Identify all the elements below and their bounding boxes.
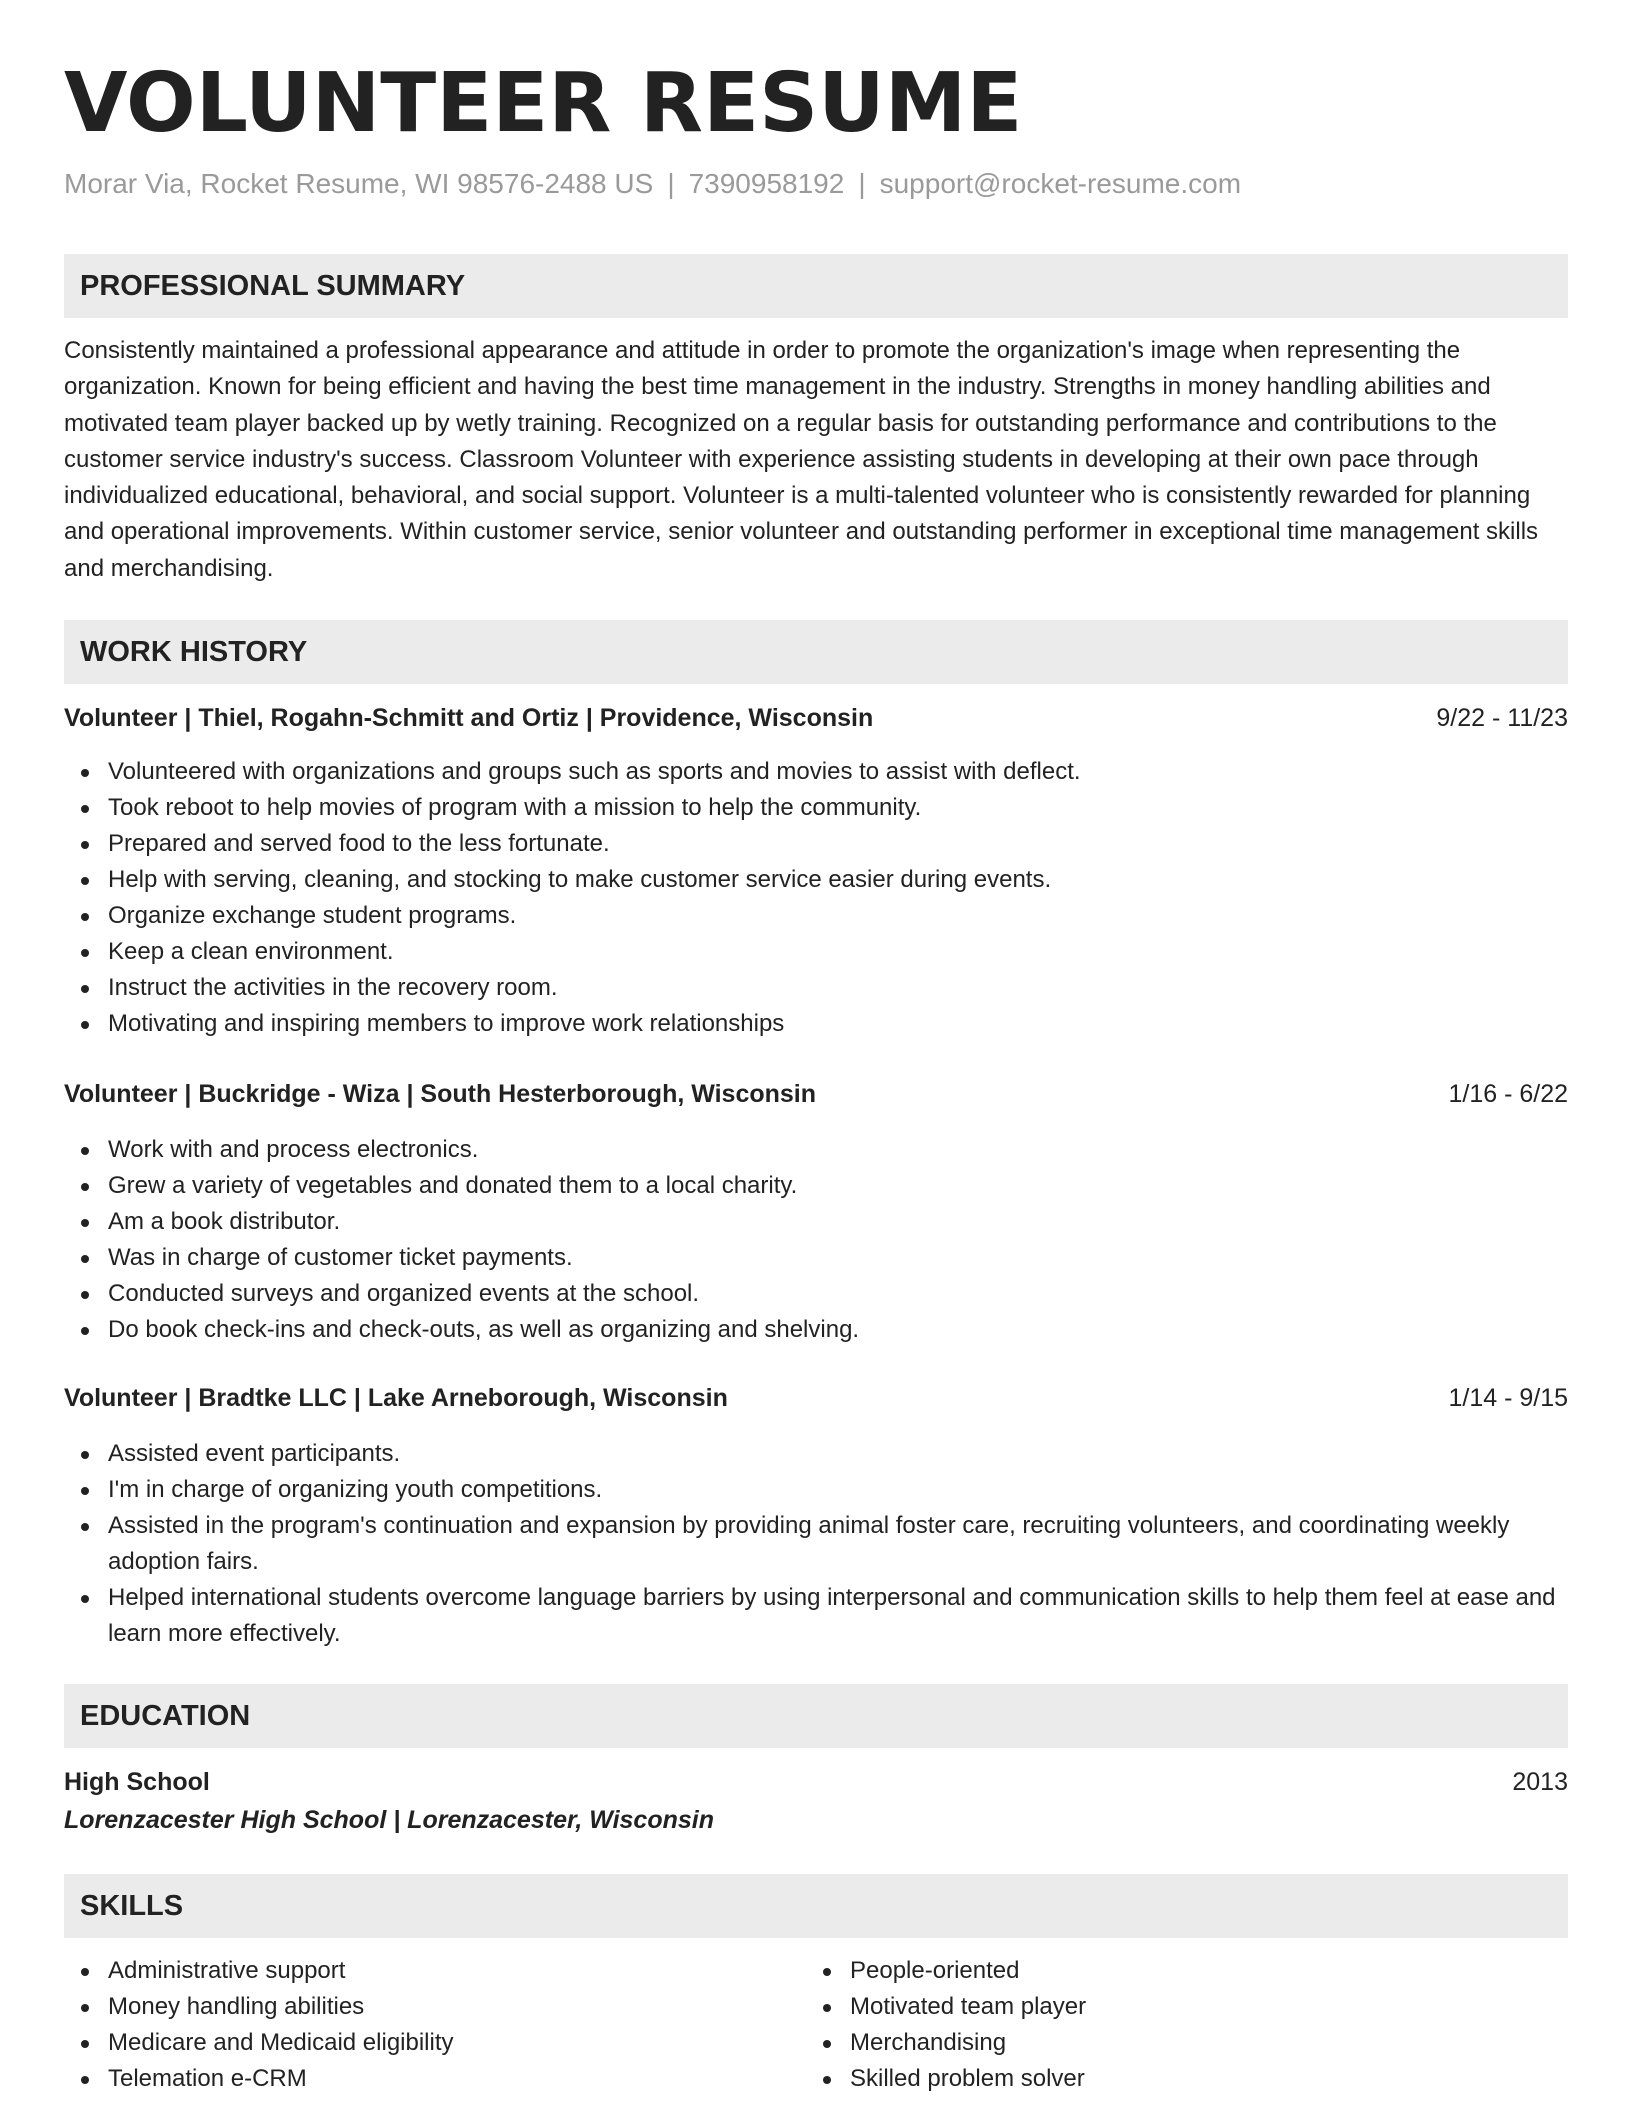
skill-item: Administrative support — [64, 1953, 1568, 1989]
job-bullet: Assisted event participants. — [64, 1436, 1568, 1472]
job-header — [64, 1076, 1568, 1112]
section-heading-work-history: WORK HISTORY — [64, 620, 1568, 684]
job-bullet: Assisted in the program's continuation and expansion by providing animal foster care, recruiting volunteers, and coordinating weekly adoption fairs. — [64, 1508, 1568, 1580]
job-bullets — [64, 1132, 1568, 1348]
job-bullet: Was in charge of customer ticket payments. — [64, 1240, 1568, 1276]
resume-title: VOLUNTEER RESUME — [64, 56, 1023, 151]
education-degree: High School — [64, 1767, 210, 1796]
skill-item: Motivated team player — [806, 1989, 1632, 2025]
contact-line — [64, 166, 1241, 202]
education-school: Lorenzacester High School | Lorenzacester, Wisconsin — [64, 1806, 714, 1834]
job-header — [64, 1380, 1568, 1416]
job-title: Volunteer | Bradtke LLC | Lake Arneborough, Wisconsin — [64, 1383, 728, 1412]
skill-item: Merchandising — [806, 2025, 1632, 2061]
job-bullet: Helped international students overcome language barriers by using interpersonal and communication skills to help them feel at ease and learn more effectively. — [64, 1580, 1568, 1652]
job-title: Volunteer | Buckridge - Wiza | South Hesterborough, Wisconsin — [64, 1079, 817, 1108]
contact-email: support@rocket-resume.com — [879, 168, 1242, 199]
job-bullet: Volunteered with organizations and groups such as sports and movies to assist with deflect. — [64, 754, 1568, 790]
contact-phone: 7390958192 — [688, 168, 845, 199]
skill-item: People-oriented — [806, 1953, 1632, 1989]
job-bullet: Am a book distributor. — [64, 1204, 1568, 1240]
skill-item: Medicare and Medicaid eligibility — [64, 2025, 1568, 2061]
job-bullet: I'm in charge of organizing youth competitions. — [64, 1472, 1568, 1508]
job-bullet: Keep a clean environment. — [64, 934, 1568, 970]
job-bullet: Organize exchange student programs. — [64, 898, 1568, 934]
job-bullet: Grew a variety of vegetables and donated them to a local charity. — [64, 1168, 1568, 1204]
section-heading-skills: SKILLS — [64, 1874, 1568, 1938]
job-bullets — [64, 1436, 1568, 1652]
job-dates: 1/16 - 6/22 — [1448, 1079, 1568, 1108]
summary-text: Consistently maintained a professional appearance and attitude in order to promote the organization's image when representing the organization. Known for being efficient and having the best time management in the industry. Strengths in money handling abilities and motivated team player backed up by wetly training. Recognized on a regular basis for outstanding performance and contributions to the customer service industry's success. Classroom Volunteer with experience assisting students in developing at their own pace through individualized educational, behavioral, and social support. Volunteer is a multi-talented volunteer who is consistently rewarded for planning and operational improvements. Within customer service, senior volunteer and outstanding performer in exceptional time management skills and merchandising. — [64, 337, 1539, 582]
education-year: 2013 — [1512, 1767, 1568, 1796]
job-bullet: Took reboot to help movies of program with a mission to help the community. — [64, 790, 1568, 826]
skill-item: Money handling abilities — [64, 1989, 1568, 2025]
job-bullet: Prepared and served food to the less fortunate. — [64, 826, 1568, 862]
skill-item: Telemation e-CRM — [64, 2061, 1568, 2097]
job-bullet: Work with and process electronics. — [64, 1132, 1568, 1168]
job-dates: 9/22 - 11/23 — [1436, 703, 1568, 732]
contact-address: Morar Via, Rocket Resume, WI 98576-2488 US — [64, 168, 654, 199]
skills-list-right — [806, 1953, 1632, 2097]
section-heading-summary: PROFESSIONAL SUMMARY — [64, 254, 1568, 318]
job-dates: 1/14 - 9/15 — [1448, 1383, 1568, 1412]
job-bullet: Instruct the activities in the recovery room. — [64, 970, 1568, 1006]
job-bullets — [64, 754, 1568, 1042]
education-header — [64, 1764, 1568, 1800]
job-bullet: Help with serving, cleaning, and stocking to make customer service easier during events. — [64, 862, 1568, 898]
contact-separator: | — [667, 168, 675, 199]
job-bullet: Motivating and inspiring members to improve work relationships — [64, 1006, 1568, 1042]
section-heading-education: EDUCATION — [64, 1684, 1568, 1748]
job-title: Volunteer | Thiel, Rogahn-Schmitt and Ortiz | Providence, Wisconsin — [64, 703, 874, 732]
job-bullet: Conducted surveys and organized events at the school. — [64, 1276, 1568, 1312]
skill-item: Skilled problem solver — [806, 2061, 1632, 2097]
job-header — [64, 700, 1568, 736]
contact-separator: | — [858, 168, 866, 199]
job-bullet: Do book check-ins and check-outs, as well as organizing and shelving. — [64, 1312, 1568, 1348]
